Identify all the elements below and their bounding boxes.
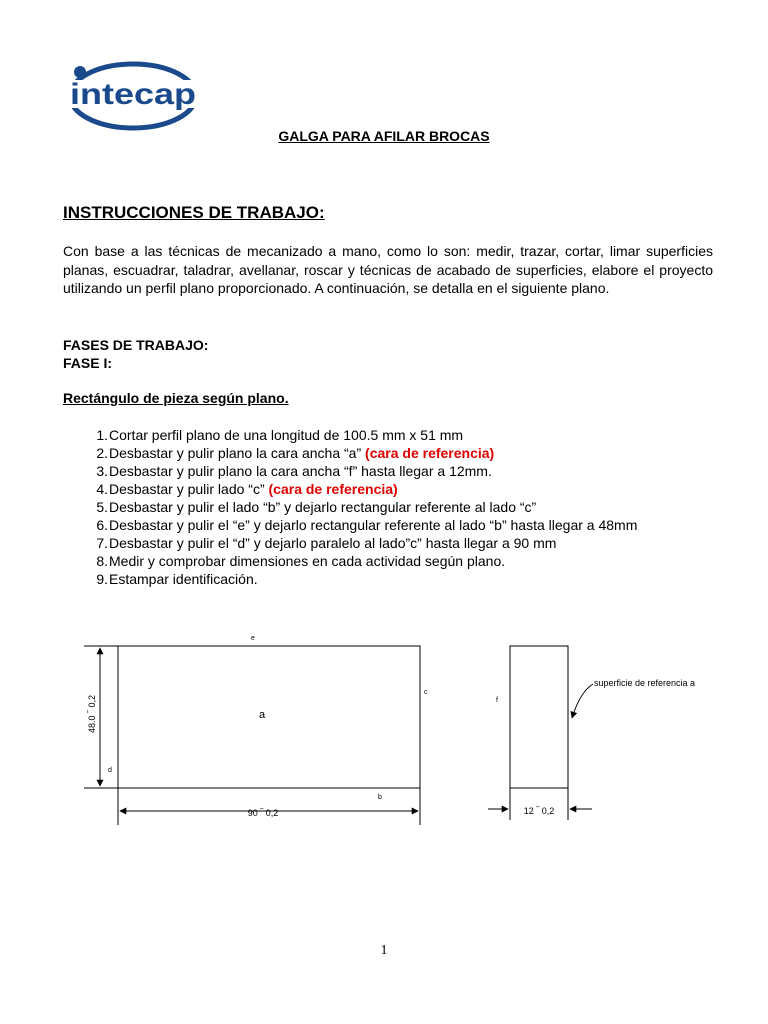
label-c: c — [424, 689, 428, 696]
list-item — [63, 480, 743, 498]
side-view-rectangle — [510, 646, 568, 788]
list-item — [63, 426, 743, 444]
list-item — [63, 534, 743, 552]
section-heading: INSTRUCCIONES DE TRABAJO: — [63, 203, 325, 222]
label-b: b — [378, 794, 382, 801]
step-text: Desbastar y pulir el “d” y dejarlo paralelo al lado”c” hasta llegar a 90 mm — [109, 535, 557, 551]
width-dimension-label: 90 ‾ 0,2 — [247, 808, 279, 818]
front-view-rectangle — [118, 646, 420, 788]
step-text: Desbastar y pulir el “e” y dejarlo rectangular referente al lado “b” hasta llegar a 48mm — [109, 517, 638, 533]
step-number: 6. — [96, 517, 108, 533]
step-number: 1. — [96, 427, 108, 443]
label-d: d — [108, 767, 112, 774]
document-title: GALGA PARA AFILAR BROCAS — [278, 128, 490, 144]
step-text: Estampar identificación. — [109, 571, 258, 587]
step-number: 3. — [96, 463, 108, 479]
step-text: Cortar perfil plano de una longitud de 100.5 mm x 51 mm — [109, 427, 464, 443]
step-number: 4. — [96, 481, 108, 497]
phase-label: FASE I: — [63, 355, 113, 371]
step-text: Desbastar y pulir lado “c” — [109, 481, 269, 497]
intecap-logo — [66, 56, 200, 132]
page-number: 1 — [380, 943, 388, 958]
step-number: 7. — [96, 535, 108, 551]
step-text: Desbastar y pulir plano la cara ancha “a” — [109, 445, 366, 461]
steps-list — [63, 426, 743, 588]
height-dimension-label: 48.0 ‾ 0,2 — [87, 694, 97, 734]
step-highlight: (cara de referencia) — [365, 445, 495, 461]
logo-dot — [74, 66, 86, 78]
thickness-dimension-label: 12 ‾ 0,2 — [523, 806, 555, 816]
reference-leader-arrow — [572, 684, 593, 718]
step-highlight: (cara de referencia) — [268, 481, 398, 497]
logo-wordmark: intecap — [70, 78, 196, 111]
phases-heading-block — [63, 336, 208, 372]
list-item — [63, 444, 743, 462]
step-number: 5. — [96, 499, 108, 515]
label-e: e — [251, 635, 255, 642]
step-number: 9. — [96, 571, 108, 587]
step-number: 8. — [96, 553, 108, 569]
reference-note: superficie de referencia a — [594, 678, 696, 688]
list-item — [63, 516, 743, 534]
step-text: Desbastar y pulir plano la cara ancha “f” hasta llegar a 12mm. — [109, 463, 492, 479]
step-text: Medir y comprobar dimensiones en cada actividad según plano. — [109, 553, 506, 569]
phases-heading: FASES DE TRABAJO: — [63, 337, 209, 353]
subsection-heading: Rectángulo de pieza según plano. — [63, 390, 289, 406]
technical-drawing — [0, 620, 768, 840]
step-text: Desbastar y pulir el lado “b” y dejarlo rectangular referente al lado “c” — [109, 499, 537, 515]
list-item — [63, 498, 743, 516]
step-number: 2. — [96, 445, 108, 461]
intro-paragraph: Con base a las técnicas de mecanizado a mano, como lo son: medir, trazar, cortar, limar superficies planas, escuadrar, taladrar, avellanar, roscar y técnicas de acabado de superficies, elabore el proyecto utilizando un perfil plano proporcionado. A continuación, se detalla en el siguiente plano. — [63, 243, 713, 296]
list-item — [63, 570, 743, 588]
list-item — [63, 462, 743, 480]
list-item — [63, 552, 743, 570]
label-a: a — [258, 709, 266, 721]
label-f: f — [496, 697, 498, 704]
